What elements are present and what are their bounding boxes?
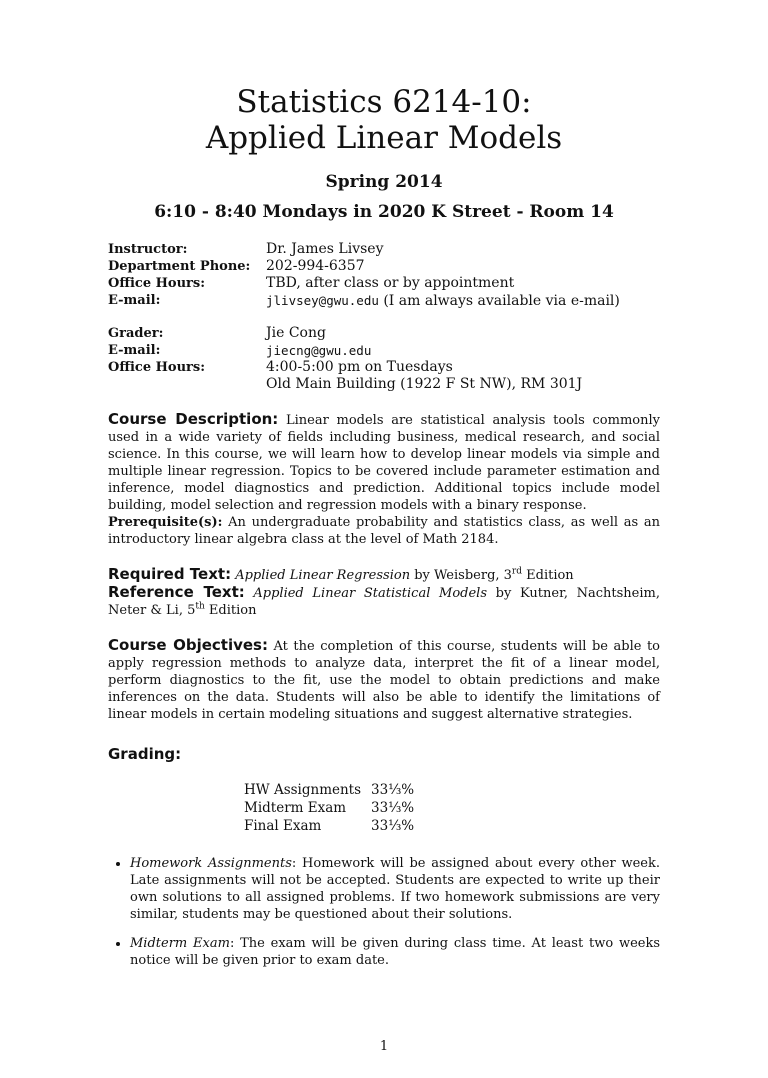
required-text-author: by Weisberg, 3 xyxy=(410,568,512,583)
reference-text-sup: th xyxy=(195,601,205,612)
grading-details-list xyxy=(108,855,660,969)
description-text: Linear models are statistical analysis tools commonly used in a wide variety of fields including business, medical research, and social science. In this course, we will learn how to develop linear models via simple and multiple linear regression. Topics to be covered include parameter estimation and inference, model diagnostics and prediction. Additional topics include model building, model selection and regression models with a binary response. xyxy=(108,413,660,513)
required-text-sup: rd xyxy=(511,566,522,577)
course-description xyxy=(108,411,660,548)
grading-heading: Grading: xyxy=(108,745,182,763)
reference-text-edition: Edition xyxy=(204,603,257,618)
title-block xyxy=(108,84,660,227)
table-row xyxy=(244,799,424,817)
grader-value: Jie Cong xyxy=(266,325,326,341)
schedule: 6:10 - 8:40 Mondays in 2020 K Street - Room 14 xyxy=(154,202,614,222)
objectives-text: At the completion of this course, students will be able to apply regression methods to analyze data, interpret the fit of a linear model, perform diagnostics to the fit, use the model to obtain predictions and make inferences on the data. Students will also be able to identify the limitations of linear models in certain modeling situations and suggest alternative strategies. xyxy=(108,639,660,722)
texts-section xyxy=(108,566,660,619)
grader-email-label: E-mail: xyxy=(108,343,161,358)
grader-location: Old Main Building (1922 F St NW), RM 301J xyxy=(266,376,583,392)
office-hours-label: Office Hours: xyxy=(108,276,206,291)
course-title-line2: Applied Linear Models xyxy=(205,120,563,156)
grade-item: Final Exam xyxy=(244,818,322,834)
office-hours-value: TBD, after class or by appointment xyxy=(266,275,515,291)
reference-text-title: Applied Linear Statistical Models xyxy=(253,586,488,601)
instructor-label: Instructor: xyxy=(108,242,188,257)
course-title-line1: Statistics 6214-10: xyxy=(236,84,532,120)
course-title xyxy=(108,84,660,156)
grader-location-spacer xyxy=(108,376,266,393)
grade-item: HW Assignments xyxy=(244,782,362,798)
phone-value: 202-994-6357 xyxy=(266,258,365,274)
grader-info xyxy=(108,325,660,393)
required-text-heading: Required Text: xyxy=(108,565,232,583)
prereq-heading: Prerequisite(s): xyxy=(108,515,223,530)
description-heading: Course Description: xyxy=(108,410,279,428)
grader-hours-value: 4:00-5:00 pm on Tuesdays xyxy=(266,359,453,375)
email-label: E-mail: xyxy=(108,293,161,308)
grade-weight: 33⅓% xyxy=(371,800,415,816)
instructor-email-row xyxy=(266,292,660,310)
grade-item: Midterm Exam xyxy=(244,800,347,816)
grader-label: Grader: xyxy=(108,326,164,341)
instructor-value: Dr. James Livsey xyxy=(266,241,384,257)
required-text-edition: Edition xyxy=(522,568,574,583)
required-text-title: Applied Linear Regression xyxy=(235,568,411,583)
instructor-info xyxy=(108,241,660,310)
contact-info xyxy=(108,241,660,393)
table-row xyxy=(244,781,424,799)
bullet-label: Midterm Exam xyxy=(130,936,230,951)
objectives-heading: Course Objectives: xyxy=(108,636,268,654)
grade-weight: 33⅓% xyxy=(371,818,415,834)
table-row xyxy=(244,817,424,835)
grader-hours-label: Office Hours: xyxy=(108,360,206,375)
bullet-label: Homework Assignments xyxy=(130,856,292,871)
prereq-text: An undergraduate probability and statistics class, as well as an introductory linear algebra class at the level of Math 2184. xyxy=(108,515,660,547)
bullet-text: : Homework will be assigned about every other week. Late assignments will not be accepted. Students are expected to write up their own solutions to all assigned problems. If two homework submissions are very similar, students may be questioned about their solutions. xyxy=(130,856,660,922)
grader-email-link[interactable]: jiecng@gwu.edu xyxy=(266,343,372,358)
syllabus-page xyxy=(0,84,768,1078)
reference-text-heading: Reference Text: xyxy=(108,583,245,601)
list-item xyxy=(130,935,660,969)
grading-table xyxy=(244,781,424,835)
course-objectives xyxy=(108,637,660,723)
page-number: 1 xyxy=(379,1039,389,1054)
semester: Spring 2014 xyxy=(325,172,443,192)
list-item xyxy=(130,855,660,923)
bullet-text: : The exam will be given during class time. At least two weeks notice will be given prior to exam date. xyxy=(130,936,661,968)
reference-text-authors: by Kutner, Nachtsheim, Neter & Li, 5 xyxy=(108,586,660,618)
grade-weight: 33⅓% xyxy=(371,782,415,798)
instructor-email-link[interactable]: jlivsey@gwu.edu xyxy=(266,293,379,308)
phone-label: Department Phone: xyxy=(108,259,251,274)
email-note: (I am always available via e-mail) xyxy=(378,293,620,309)
